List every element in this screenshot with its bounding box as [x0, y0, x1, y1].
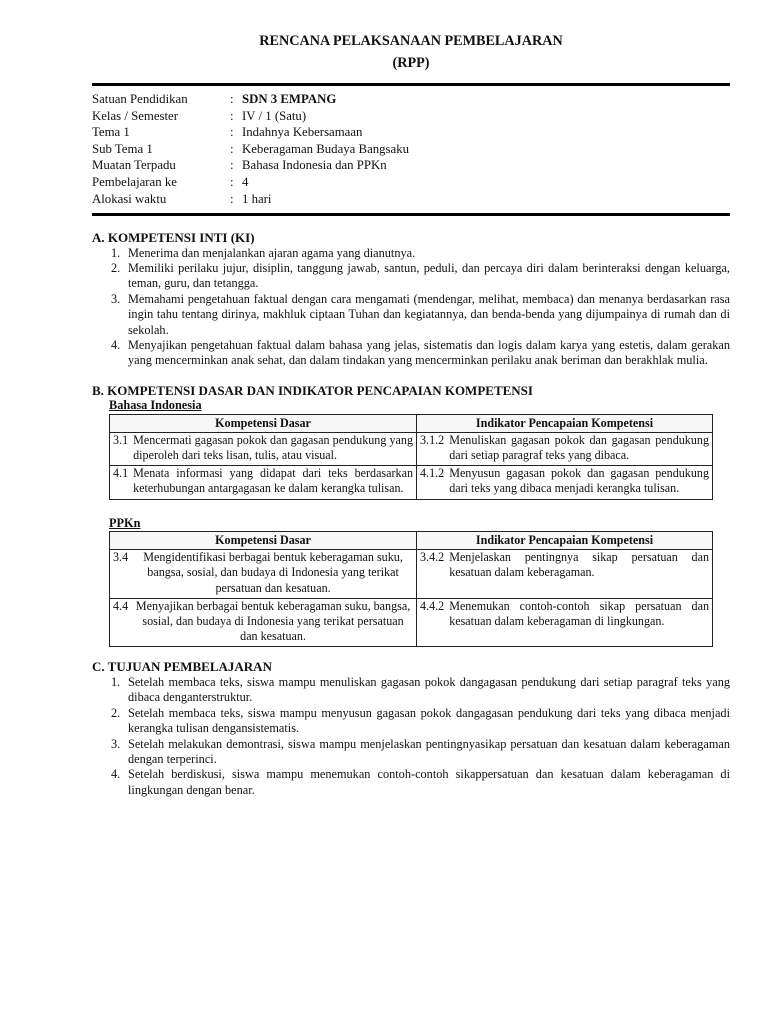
- kd-cell: [110, 598, 417, 647]
- ipk-text: Menuliskan gagasan pokok dan gagasan pendukung dari setiap paragraf teks yang dibaca.: [449, 432, 709, 463]
- kd-text: Mencermati gagasan pokok dan gagasan pendukung yang diperoleh dari teks lisan, tulis, atau visual.: [133, 432, 413, 463]
- info-label: Kelas / Semester: [92, 108, 178, 123]
- subject-label-ppkn: PPKn: [109, 515, 141, 530]
- table-header-row: [110, 414, 713, 432]
- item-text: Setelah berdiskusi, siswa mampu menemukan contoh-contoh sikappersatuan dan kesatuan dalam keberagaman di lingkungan dengan benar.: [128, 767, 730, 797]
- section-b-heading: B. KOMPETENSI DASAR DAN INDIKATOR PENCAPAIAN KOMPETENSI: [92, 382, 533, 398]
- kd-code: 3.4: [113, 550, 129, 565]
- info-colon: :: [230, 141, 234, 156]
- ipk-text: Menyusun gagasan pokok dan gagasan pendukung dari teks yang dibaca menjadi kerangka tulisan.: [449, 466, 709, 496]
- ipk-cell: [417, 550, 713, 599]
- info-colon: :: [230, 92, 234, 106]
- column-header-ipk: Indikator Pencapaian Kompetensi: [417, 532, 713, 550]
- info-value: Keberagaman Budaya Bangsaku: [242, 141, 410, 156]
- column-header-kd: Kompetensi Dasar: [110, 532, 417, 550]
- info-value: 4: [242, 174, 249, 189]
- info-row: [92, 192, 730, 209]
- list-item: [111, 291, 730, 338]
- info-row: [92, 109, 730, 126]
- item-number: 4.: [111, 767, 121, 782]
- info-label: Satuan Pendidikan: [92, 92, 188, 106]
- kd-code: 4.4: [113, 598, 129, 613]
- item-number: 3.: [111, 736, 121, 751]
- info-label: Tema 1: [92, 125, 130, 140]
- document-subtitle: (RPP): [392, 55, 430, 71]
- list-item: [111, 245, 730, 261]
- item-text: Memiliki perilaku jujur, disiplin, tanggung jawab, santun, peduli, dan percaya diri dalam berinteraksi dengan keluarga, teman, guru, dan tetangga.: [128, 260, 730, 291]
- table-row: [110, 432, 713, 465]
- info-row: [92, 125, 730, 142]
- ipk-cell: [417, 432, 713, 465]
- top-divider: [92, 83, 730, 86]
- kd-text: Menata informasi yang didapat dari teks berdasarkan keterhubungan antargagasan ke dalam kerangka tulisan.: [133, 466, 413, 496]
- item-text: Menyajikan pengetahuan faktual dalam bahasa yang jelas, sistematis dan logis dalam karya yang estetis, dalam gerakan yang mencerminkan anak sehat, dan dalam tindakan yang mencerminkan perilaku anak beriman dan berakhlak mulia.: [128, 338, 730, 368]
- item-text: Setelah melakukan demontrasi, siswa mampu menjelaskan pentingnyasikap persatuan dan kesatuan dalam keberagaman dengan terperinci.: [128, 736, 730, 766]
- info-row: [92, 175, 730, 192]
- ipk-code: 3.1.2: [420, 432, 445, 447]
- kd-cell: [110, 432, 417, 465]
- info-value: SDN 3 EMPANG: [242, 92, 337, 106]
- item-number: 4.: [111, 338, 121, 352]
- item-number: 1.: [111, 245, 121, 260]
- item-number: 2.: [111, 705, 121, 720]
- table-row: [110, 466, 713, 499]
- list-item: [111, 705, 730, 737]
- info-colon: :: [230, 108, 234, 123]
- ipk-text: Menjelaskan pentingnya sikap persatuan dan kesatuan dalam keberagaman.: [449, 550, 709, 580]
- section-a-heading: A. KOMPETENSI INTI (KI): [92, 230, 255, 246]
- list-item: [111, 767, 730, 798]
- info-value: IV / 1 (Satu): [242, 108, 307, 123]
- kd-code: 4.1: [113, 466, 129, 481]
- info-row: [92, 92, 730, 109]
- table-header-row: [110, 532, 713, 550]
- kd-cell: [110, 466, 417, 499]
- column-header-ipk: Indikator Pencapaian Kompetensi: [417, 414, 713, 432]
- info-colon: :: [230, 174, 234, 189]
- item-number: 2.: [111, 260, 121, 275]
- list-item: [111, 260, 730, 292]
- info-label: Sub Tema 1: [92, 141, 153, 156]
- item-text: Setelah membaca teks, siswa mampu menuliskan gagasan pokok dangagasan pendukung dari setiap paragraf teks yang dibaca denganterstruktur.: [128, 674, 730, 705]
- rpp-document: [92, 30, 730, 798]
- info-colon: :: [230, 158, 234, 173]
- list-item: [111, 674, 730, 706]
- info-colon: :: [230, 191, 234, 206]
- ipk-code: 4.4.2: [420, 598, 445, 613]
- section-c-heading: C. TUJUAN PEMBELAJARAN: [92, 659, 272, 675]
- info-row: [92, 142, 730, 159]
- kd-table-ppkn: [109, 531, 713, 647]
- info-value: Bahasa Indonesia dan PPKn: [242, 158, 387, 173]
- kd-code: 3.1: [113, 432, 129, 447]
- item-text: Setelah membaca teks, siswa mampu menyusun gagasan pokok dangagasan pendukung dari teks yang dibaca menjadi kerangka tulisan dengansistematis.: [128, 705, 730, 736]
- ipk-code: 4.1.2: [420, 466, 445, 481]
- bottom-divider: [92, 213, 730, 216]
- list-item: [111, 338, 730, 369]
- ipk-code: 3.4.2: [420, 550, 445, 565]
- table-row: [110, 550, 713, 599]
- info-label: Alokasi waktu: [92, 191, 167, 206]
- item-text: Menerima dan menjalankan ajaran agama yang dianutnya.: [128, 245, 416, 260]
- document-title: RENCANA PELAKSANAAN PEMBELAJARAN: [259, 33, 563, 49]
- ki-list: [92, 246, 730, 369]
- ipk-cell: [417, 598, 713, 647]
- info-value: Indahnya Kebersamaan: [242, 125, 363, 140]
- item-number: 3.: [111, 291, 121, 306]
- info-row: [92, 158, 730, 175]
- list-item: [111, 736, 730, 768]
- tujuan-list: [92, 675, 730, 798]
- info-colon: :: [230, 125, 234, 140]
- item-number: 1.: [111, 674, 121, 689]
- info-label: Muatan Terpadu: [92, 158, 176, 173]
- table-row: [110, 598, 713, 647]
- column-header-kd: Kompetensi Dasar: [110, 414, 417, 432]
- info-label: Pembelajaran ke: [92, 174, 177, 189]
- ipk-text: Menemukan contoh-contoh sikap persatuan dan kesatuan dalam keberagaman di lingkungan.: [449, 598, 709, 629]
- info-value: 1 hari: [242, 191, 272, 206]
- kd-text: Menyajikan berbagai bentuk keberagaman suku, bangsa, sosial, dan budaya di Indonesia yang terikat persatuan dan kesatuan.: [135, 598, 411, 644]
- item-text: Memahami pengetahuan faktual dengan cara mengamati (mendengar, melihat, membaca) dan menanya berdasarkan rasa ingin tahu tentang dirinya, makhluk ciptaan Tuhan dan kegiatannya, dan benda-benda yang dijumpainya di rumah dan di sekolah.: [128, 291, 730, 337]
- subject-label-bahasa: Bahasa Indonesia: [109, 398, 202, 413]
- kd-table-bahasa: [109, 414, 713, 500]
- kd-cell: [110, 550, 417, 599]
- kd-text: Mengidentifikasi berbagai bentuk keberagaman suku, bangsa, sosial, dan budaya di Indonesia yang terikat persatuan dan kesatuan.: [143, 550, 403, 595]
- info-block: [92, 92, 730, 208]
- ipk-cell: [417, 466, 713, 499]
